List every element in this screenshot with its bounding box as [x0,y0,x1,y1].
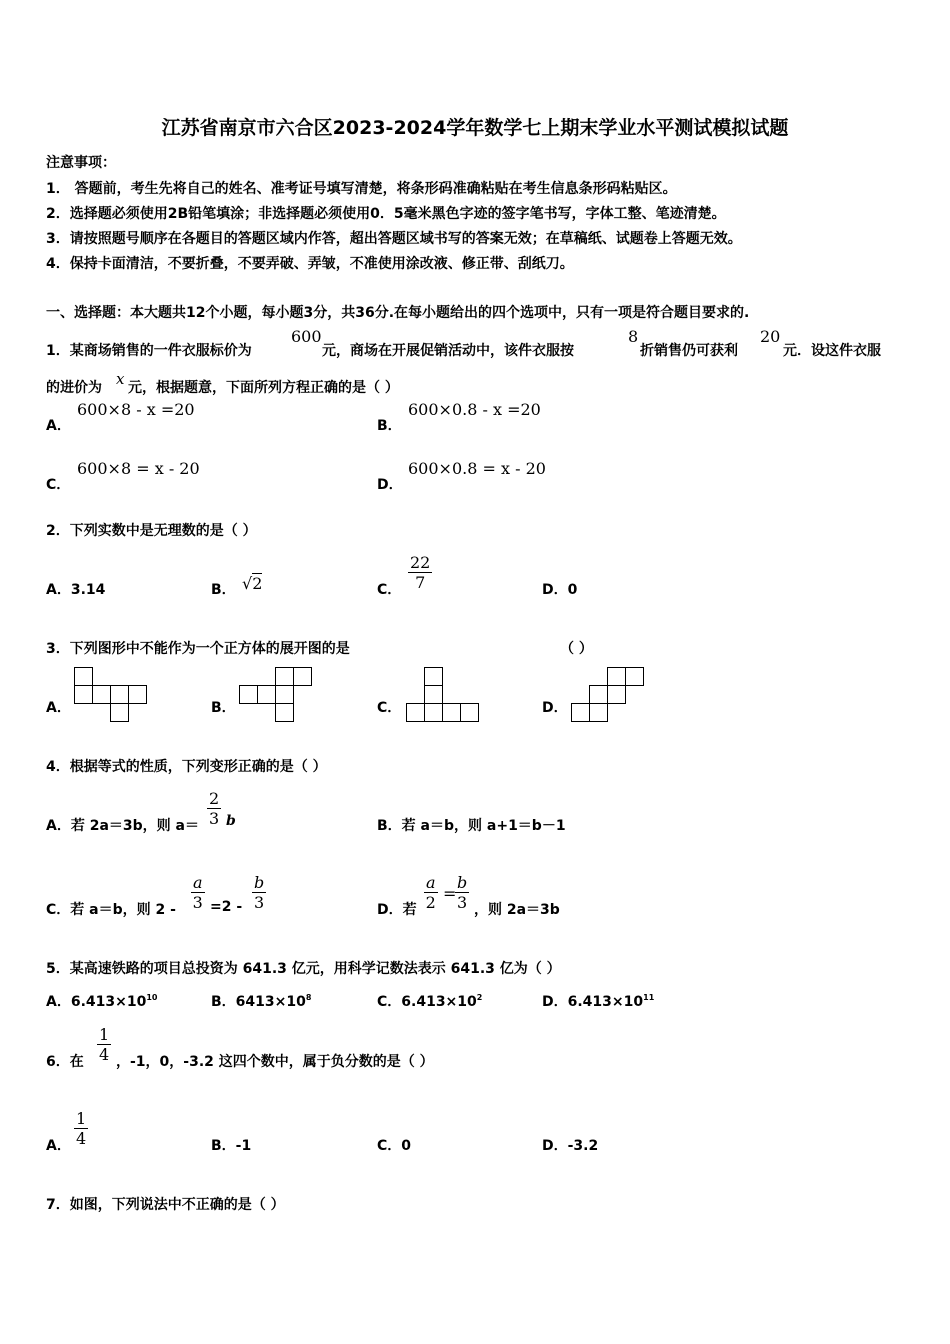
q5-c-base: C．6.413×10 [377,994,477,1010]
q4-option-c-prefix: C．若 a＝b，则 2 - [46,902,176,918]
sqrt-sign: √ [242,574,253,593]
q5-b-base: B．6413×10 [211,994,306,1010]
q6-stem-prefix: 6．在 [46,1054,84,1070]
q4-a-numerator: 2 [209,789,220,808]
q1-option-a-label: A． [46,418,71,434]
q4-c-numerator-2: b [254,873,265,892]
q4-option-c-fraction-2 [252,873,266,912]
q4-c-denominator-2: 3 [254,893,265,912]
q6-a-numerator: 1 [76,1109,87,1128]
q6-option-a-fraction [74,1109,88,1148]
q2-radicand: 2 [252,574,263,593]
q6-option-a-label: A． [46,1138,71,1154]
q4-d-numerator-2: b [457,873,468,892]
q1-stem-line2a: 的进价为 [46,380,102,396]
q4-d-denominator-1: 2 [425,893,436,912]
q4-option-a-prefix: A．若 2a＝3b，则 a＝ [46,818,199,834]
notice-item-1: 1． 答题前，考生先将自己的姓名、准考证号填写清楚，将条形码准确粘贴在考生信息条形码粘贴区。 [46,181,677,197]
q3-net-d [571,667,645,723]
q4-option-a-suffix: b [226,813,236,829]
q1-value-8: 8 [628,327,639,346]
q1-option-b: 600×0.8 - x =20 [408,400,541,419]
q5-a-base: A．6.413×10 [46,994,147,1010]
q5-option-b [211,991,311,1011]
q3-net-c [406,667,480,723]
q3-stem: 3．下列图形中不能作为一个正方体的展开图的是 [46,641,350,657]
q1-stem-part2: 元，商场在开展促销活动中，该件衣服按 [322,343,574,359]
q6-option-c: C．0 [377,1138,412,1154]
q6-stem-fraction [97,1025,111,1064]
q4-option-b: B．若 a＝b，则 a+1＝b－1 [377,818,566,834]
section-heading: 一、选择题：本大题共12个小题，每小题3分，共36分.在每小题给出的四个选项中，只有一项是符合题目要求的. [46,305,750,321]
q3-option-a-label: A． [46,700,71,716]
q1-option-d-label: D． [377,477,403,493]
q4-d-denominator-2: 3 [457,893,468,912]
q4-option-d-suffix: ，则 2a＝3b [474,902,560,918]
q1-stem-part3: 折销售仍可获利 [640,343,738,359]
q1-option-d: 600×0.8 = x - 20 [408,459,546,478]
q5-a-exponent: 10 [146,993,158,1002]
q4-c-numerator-1: a [193,873,203,892]
q6-numerator: 1 [99,1025,110,1044]
q3-option-d-label: D． [542,700,568,716]
q6-option-d: D．-3.2 [542,1138,599,1154]
q5-option-a [46,991,157,1011]
q2-option-a: A．3.14 [46,582,106,598]
q1-stem-part1: 1．某商场销售的一件衣服标价为 [46,343,252,359]
notice-item-2: 2．选择题必须使用2B铅笔填涂；非选择题必须使用0．5毫米黑色字迹的签字笔书写，字体工整、笔迹清楚。 [46,206,726,222]
q2-c-numerator: 22 [410,553,431,572]
q3-net-b [239,667,313,723]
q6-a-denominator: 4 [76,1129,87,1148]
q4-c-denominator-1: 3 [192,893,203,912]
notice-item-4: 4．保持卡面清洁，不要折叠，不要弄破、弄皱，不准使用涂改液、修正带、刮纸刀。 [46,256,574,272]
q1-option-c-label: C． [46,477,71,493]
q5-option-c [377,991,482,1011]
q1-option-b-label: B． [377,418,402,434]
q4-stem: 4．根据等式的性质，下列变形正确的是（ ） [46,759,327,775]
q6-denominator: 4 [99,1045,110,1064]
q5-d-base: D．6.413×10 [542,994,644,1010]
q1-option-a: 600×8 - x =20 [77,400,195,419]
q1-stem-part4: 元．设这件衣服 [783,343,881,359]
q4-option-c-fraction-1 [191,873,205,912]
q2-option-c-fraction [408,553,432,592]
q3-paren: （ ） [560,641,593,657]
q5-c-exponent: 2 [476,993,483,1002]
q4-option-c-middle: =2 - [210,899,243,915]
q4-option-d-fraction-2 [455,873,469,912]
q2-stem: 2．下列实数中是无理数的是（ ） [46,523,257,539]
notice-item-3: 3．请按照题号顺序在各题目的答题区域内作答，超出答题区域书写的答案无效；在草稿纸、试题卷上答题无效。 [46,231,742,247]
q5-option-d [542,991,654,1011]
q2-c-denominator: 7 [415,573,426,592]
q4-option-d-equals: = [443,884,457,903]
q1-stem-line2b: 元，根据题意，下面所列方程正确的是（ ） [128,380,399,396]
notice-heading: 注意事项： [46,155,116,171]
q5-stem: 5．某高速铁路的项目总投资为 641.3 亿元，用科学记数法表示 641.3 亿为（ ） [46,961,561,977]
q4-option-d-prefix: D．若 [377,902,417,918]
q5-d-exponent: 11 [643,993,655,1002]
q1-value-20: 20 [760,327,781,346]
q2-option-b-label: B． [211,582,236,598]
q1-value-600: 600 [291,327,322,346]
q3-net-a [74,667,148,723]
q6-option-b: B．-1 [211,1138,252,1154]
q4-option-a-fraction [207,789,221,828]
q6-stem-suffix: ，-1，0，-3.2 这四个数中，属于负分数的是（ ） [116,1054,434,1070]
q4-d-numerator-1: a [426,873,436,892]
q2-option-d: D．0 [542,582,578,598]
q1-option-c: 600×8 = x - 20 [77,459,200,478]
q3-option-c-label: C． [377,700,402,716]
q2-option-c-label: C． [377,582,402,598]
q2-option-b [242,574,262,593]
q4-a-denominator: 3 [209,809,220,828]
q7-stem: 7．如图，下列说法中不正确的是（ ） [46,1197,285,1213]
q1-variable-x: x [116,370,125,388]
q4-option-d-fraction-1 [424,873,438,912]
q5-b-exponent: 8 [305,993,312,1002]
q3-option-b-label: B． [211,700,236,716]
page-title: 江苏省南京市六合区2023-2024学年数学七上期末学业水平测试模拟试题 [161,117,789,139]
